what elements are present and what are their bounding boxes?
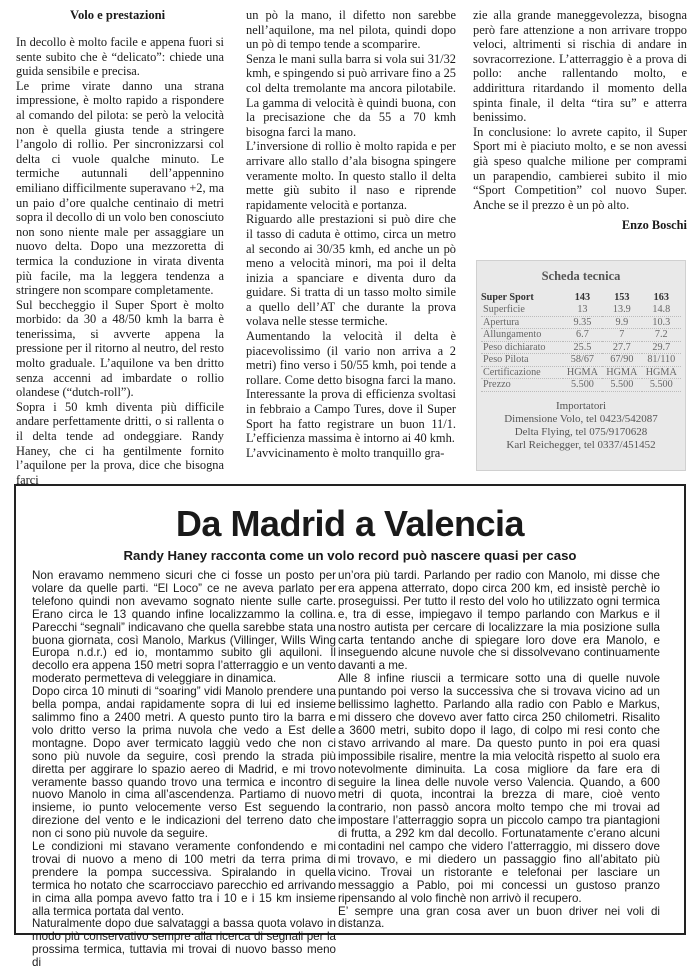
spec-row [481,379,681,392]
paragraph: Senza le mani sulla barra si vola sui 31/32 kmh, e spingendo si può arrivare fino a 25 col delta tremolante ma ancora pilotabile. La gamma di velocità è quindi buona, con la precisazione che da 55 a 70 kmh bisogna farci la mano. [246,51,456,139]
spec-value: 29.7 [642,341,681,354]
spec-header-row [481,292,681,304]
spec-value: 25.5 [563,341,602,354]
article-title: Da Madrid a Valencia [175,503,525,544]
article-subtitle: Randy Haney racconta come un volo record può nascere quasi per caso [123,548,577,563]
spec-value: 58/67 [563,354,602,367]
article-column-1 [16,8,224,487]
paragraph: un’ora più tardi. Parlando per radio con Manolo, mi disse che era appena atterrato, dopo circa 200 km, ed insistè perchè io proseguissi. Per tutto il resto del volo ho utilizzato ogni termica e, tra di esse, impiegavo il tempo parlando con Markus e il nostro autista per cercare di localizzare la mia posizione sulla carta tentando anche di spiegare loro dove era Manolo, e inseguendo alcune nuvole che si dissolvevano continuamente davanti a me. [338,569,660,673]
article-column-2 [246,8,456,460]
spec-header-cell: 153 [614,292,630,303]
spec-value: HGMA [602,366,641,379]
spec-value: 27.7 [602,341,641,354]
spec-value: 7 [602,329,641,342]
spec-label: Prezzo [481,379,563,392]
author-signature: Enzo Boschi [621,218,687,233]
paragraph: L’avvicinamento è molto tranquillo gra- [246,445,445,460]
spec-table [481,292,681,392]
spec-value: 14.8 [642,304,681,316]
paragraph: L’inversione di rollio è molto rapida e per arrivare allo stallo d’ala bisogna spingere veramente molto. In questo stallo il delta mette giù subito il naso e riprende rapidamente velocità e portanza. [246,139,456,212]
spec-title: Scheda tecnica [541,269,621,283]
spec-value: 67/90 [602,354,641,367]
spec-label: Apertura [481,316,563,329]
spec-row [481,304,681,316]
paragraph: Riguardo alle prestazioni si può dire che il tasso di caduta è ottimo, circa un metro al secondo ai 30/35 kmh, ed anche un pò meno a velocità minori, ma poi il delta inizia a spanciare e diventa duro da guidare. Si tratta di un tasso molto simile a quello dell’AT che durante la prova volava nelle stesse termiche. [246,212,456,329]
spec-value: HGMA [642,366,681,379]
paragraph: Alle 8 infine riuscii a termicare sotto una di quelle nuvole puntando poi verso la successiva che si trovava vicino ad un bellissimo laghetto. Parlando alla radio con Pablo e Markus, mi dissero che dovevo aver fatto circa 250 chilometri. Risalito a 3600 metri, subito dopo il lago, di colpo mi resi conto che stavo arrivando al mare. Da questo punto in poi era quasi impossibile risalire, mentre la mia velocità rispetto al suolo era notevolmente diminuita. La cosa migliore da fare era di seguire la linea delle nuvole verso Valencia. Quando, a 600 metri di quota, incontrai la brezza di mare, cioè vento contrario, non passò ancora molto tempo che mi trovai ad impostare l’atterraggio sopra un piccolo campo tra piantagioni di frutta, a 292 km dal decollo. Fortunatamente c’erano alcuni contadini nel campo che videro l’atterraggio, mi dissero dove mi trovavo, e mi diedero un passaggio fino all’abitato più vicino. Trovai un ristorante e telefonai per lasciare un messaggio a Pablo, poi mi concessi un gustoso pranzo ripensando al volo finchè non arrivò il recupero. [338,672,660,905]
article-column-2 [338,570,660,931]
spec-row [481,316,681,329]
article-column-1 [32,570,336,970]
spec-row [481,329,681,342]
spec-header-cell: 163 [653,292,669,303]
spec-value: 9.9 [602,316,641,329]
spec-label: Peso dichiarato [481,341,563,354]
importer-line: Dimensione Volo, tel 0423/542087 [504,412,658,425]
spec-value: 5.500 [642,379,681,392]
spec-row [481,366,681,379]
spec-value: 5.500 [563,379,602,392]
paragraph: Sopra i 50 kmh diventa più difficile andare perfettamente dritti, o si rallenta o il delta tende ad ondeggiare. Randy Haney, che ci ha gentilmente fornito l’aquilone per la prova, dice che bisogna farci [16,399,224,487]
spec-value: 5.500 [602,379,641,392]
importer-line: Karl Reichegger, tel 0337/451452 [506,438,656,451]
spec-value: 6.7 [563,329,602,342]
spec-value: 13.9 [602,304,641,316]
paragraph: Non eravamo nemmeno sicuri che ci fosse un posto per volare da quelle parti. “El Loco” ce ne aveva parlato per telefono quindi non avevamo sognato niente sulle carte. Erano circa le 13 quando infine localizzammo la collina. Parecchi “segnali” indicavano che quella sarebbe stata una buona giornata, così Manolo, Markus (Villinger, Wills Wing Europa n.d.r.) ed io, montammo subito gli aquiloni. Il decollo era appena 150 metri sopra l’atterraggio e un vento moderato permetteva di veleggiare in dinamica. [32,569,336,686]
spec-label: Superficie [481,304,563,316]
paragraph: In conclusione: lo avrete capito, il Super Sport mi è piaciuto molto, e se non avessi già speso qualche milione per comprami un parapendio, cambierei subito il mio “Sport Competition” col nuovo Super. Anche se il prezzo è un pò alto. [473,124,687,212]
paragraph: E’ sempre una gran cosa aver un buon driver nei voli di distanza. [338,904,660,931]
spec-label: Certificazione [481,366,563,379]
paragraph: Naturalmente dopo due salvataggi a bassa quota volavo in modo più conservativo sempre alla ricerca di segnali per la prossima termica, tuttavia mi trovai di nuovo basso meno di [32,917,336,970]
paragraph: Le condizioni mi stavano veramente confondendo e mi trovai di nuovo a meno di 100 metri da terra prima di prendere la pompa successiva. Spiralando in quella termica ho notato che scarrocciavo parecchio ed arrivando in cima alla pompa avevo fatto tra i 10 e i 15 km insieme alla termica portata dal vento. [32,840,336,918]
spec-value: 13 [563,304,602,316]
paragraph: Sul beccheggio il Super Sport è molto morbido: da 30 a 48/50 kmh la barra è tenerissima, si avverte appena la pressione per il ritorno al neutro, del resto molto graduale. L’aquilone va ben dritto senza accenni ad imbardate o rollio olandese (“dutch-roll”). [16,297,224,400]
article-da-madrid-a-valencia [14,484,686,970]
paragraph: Dopo circa 10 minuti di “soaring” vidi Manolo prendere una bella pompa, andai rapidamente sopra di lui ed insieme salimmo fino a 2400 metri. A questo punto tiro la barra e volo dritto verso la prima nuvola che vedo a Est delle montagne. Dopo aver termicato laggiù vedo che non ci sono più nuvole da seguire, così prendo la strada più diretta per aggirare lo spazio aereo di Madrid, e mi trovo veramente basso quando trovo una termica e incontro di nuovo Manolo in cima all’ascendenza. Partiamo di nuovo insieme, io punto velocemente verso Est seguendo la direzione del vento e le indicazioni del terreno dato che non ci sono più nuvole da seguire. [32,685,336,841]
spec-label: Allungamento [481,329,563,342]
paragraph: un pò la mano, il difetto non sarebbe nell’aquilone, ma nel pilota, quindi dopo un pò di tempo tende a scomparire. [246,8,456,52]
spec-row [481,354,681,367]
article-column-3 [473,8,687,233]
spec-value: 7.2 [642,329,681,342]
spec-label: Peso Pilota [481,354,563,367]
spec-value: HGMA [563,366,602,379]
paragraph: In decollo è molto facile e appena fuori si sente subito che è “delicato”: chiede una guida sensibile e precisa. [16,35,224,79]
importers-block [477,400,685,452]
spec-value: 10.3 [642,316,681,329]
paragraph: Le prime virate danno una strana impressione, è molto rapido a rispondere al comando del pilota: se però la velocità non è quella giusta tende a stringere l’angolo di rollio. Per sincronizzarsi col delta ci vuole qualche minuto. Le termiche autunnali dell’appennino emiliano difficilmente superavano +2, ma un paio d’ore qualche centinaio di metri sopra il decollo di un volo ben conosciuto non sono niente male per assaggiare un nuovo delta. Dopo una mezzoretta di termica la conduzione in virata diventa più facile, ma la leggera tendenza a stringere non scompare completamente. [16,78,224,298]
importer-line: Delta Flying, tel 075/9170628 [514,425,648,438]
section-heading: Volo e prestazioni [70,8,166,22]
spec-row [481,341,681,354]
paragraph: Aumentando la velocità il delta è piacevolissimo (il vario non arriva a 2 metri) fino verso i 50/55 kmh, poi tende a rollare. Come detto bisogna farci la mano. Interessante la prova di efficienza svoltasi in febbraio a Campo Tures, dove il Super Sport ha fatto registrare un buon 11/1. L’efficienza massima è intorno ai 40 kmh. [246,329,456,446]
spec-value: 9.35 [563,316,602,329]
importers-title: Importatori [555,399,607,412]
paragraph: zie alla grande maneggevolezza, bisogna però fare attenzione a non arrivare troppo veloci, altrimenti si rischia di andare in sovracorrezione. L’atterraggio è a prova di pollo: anche rallentando molto, e addirittura ritardando il momento della spinta finale, il delta “tira su” e atterra benissimo. [473,8,687,125]
spec-header-cell: 143 [574,292,591,303]
spec-header-cell: Super Sport [481,292,534,303]
spec-value: 81/110 [642,354,681,367]
spec-box [476,260,686,471]
